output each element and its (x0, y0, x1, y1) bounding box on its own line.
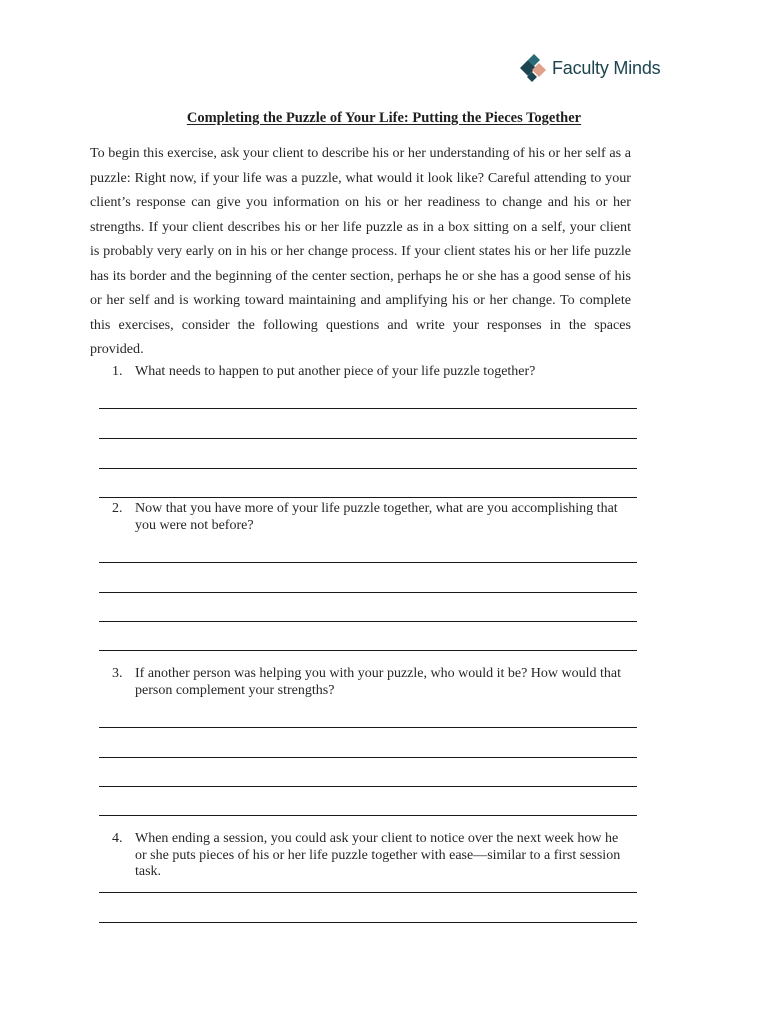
answer-line[interactable] (99, 650, 637, 651)
question-number: 4. (112, 831, 123, 846)
answer-line[interactable] (99, 922, 637, 923)
question-text: What needs to happen to put another piece of your life puzzle together? (135, 364, 536, 379)
answer-line[interactable] (99, 592, 637, 593)
question-text: When ending a session, you could ask your client to notice over the next week how he or she puts pieces of his or her life puzzle together with ease—similar to a first session task. (135, 831, 621, 879)
question-number: 2. (112, 501, 123, 516)
question-number: 3. (112, 666, 123, 681)
page-title: Completing the Puzzle of Your Life: Putting the Pieces Together (186, 110, 582, 126)
question-number: 1. (112, 364, 123, 379)
logo-text: Faculty Minds (552, 57, 661, 78)
faculty-minds-logo (518, 54, 660, 82)
answer-line[interactable] (99, 757, 637, 758)
answer-line[interactable] (99, 815, 637, 816)
question-1 (112, 364, 632, 381)
puzzle-logo-icon (518, 54, 548, 82)
intro-paragraph: To begin this exercise, ask your client to describe his or her understanding of his or her self as a puzzle: Right now, if your life was a puzzle, what would it look like? Careful attending to your client’s response can give you information on his or her readiness to change and his or her strengths. If your client describes his or her life puzzle as in a box sitting on a self, your client is probably very early on in his or her change process. If your client states his or her life puzzle has its border and the beginning of the center section, perhaps he or she has a good sense of his or her self and is working toward maintaining and amplifying his or her change. To complete this exercises, consider the following questions and write your responses in the spaces provided. (90, 145, 631, 357)
answer-line[interactable] (99, 497, 637, 498)
answer-line[interactable] (99, 408, 637, 409)
answer-line[interactable] (99, 727, 637, 728)
answer-line[interactable] (99, 621, 637, 622)
question-4 (112, 831, 632, 881)
question-text: Now that you have more of your life puzzle together, what are you accomplishing that you were not before? (135, 501, 618, 533)
answer-line[interactable] (99, 562, 637, 563)
question-2 (112, 501, 632, 534)
answer-line[interactable] (99, 468, 637, 469)
answer-line[interactable] (99, 786, 637, 787)
question-3 (112, 666, 632, 699)
question-text: If another person was helping you with your puzzle, who would it be? How would that person complement your strengths? (135, 666, 622, 698)
answer-line[interactable] (99, 892, 637, 893)
answer-line[interactable] (99, 438, 637, 439)
